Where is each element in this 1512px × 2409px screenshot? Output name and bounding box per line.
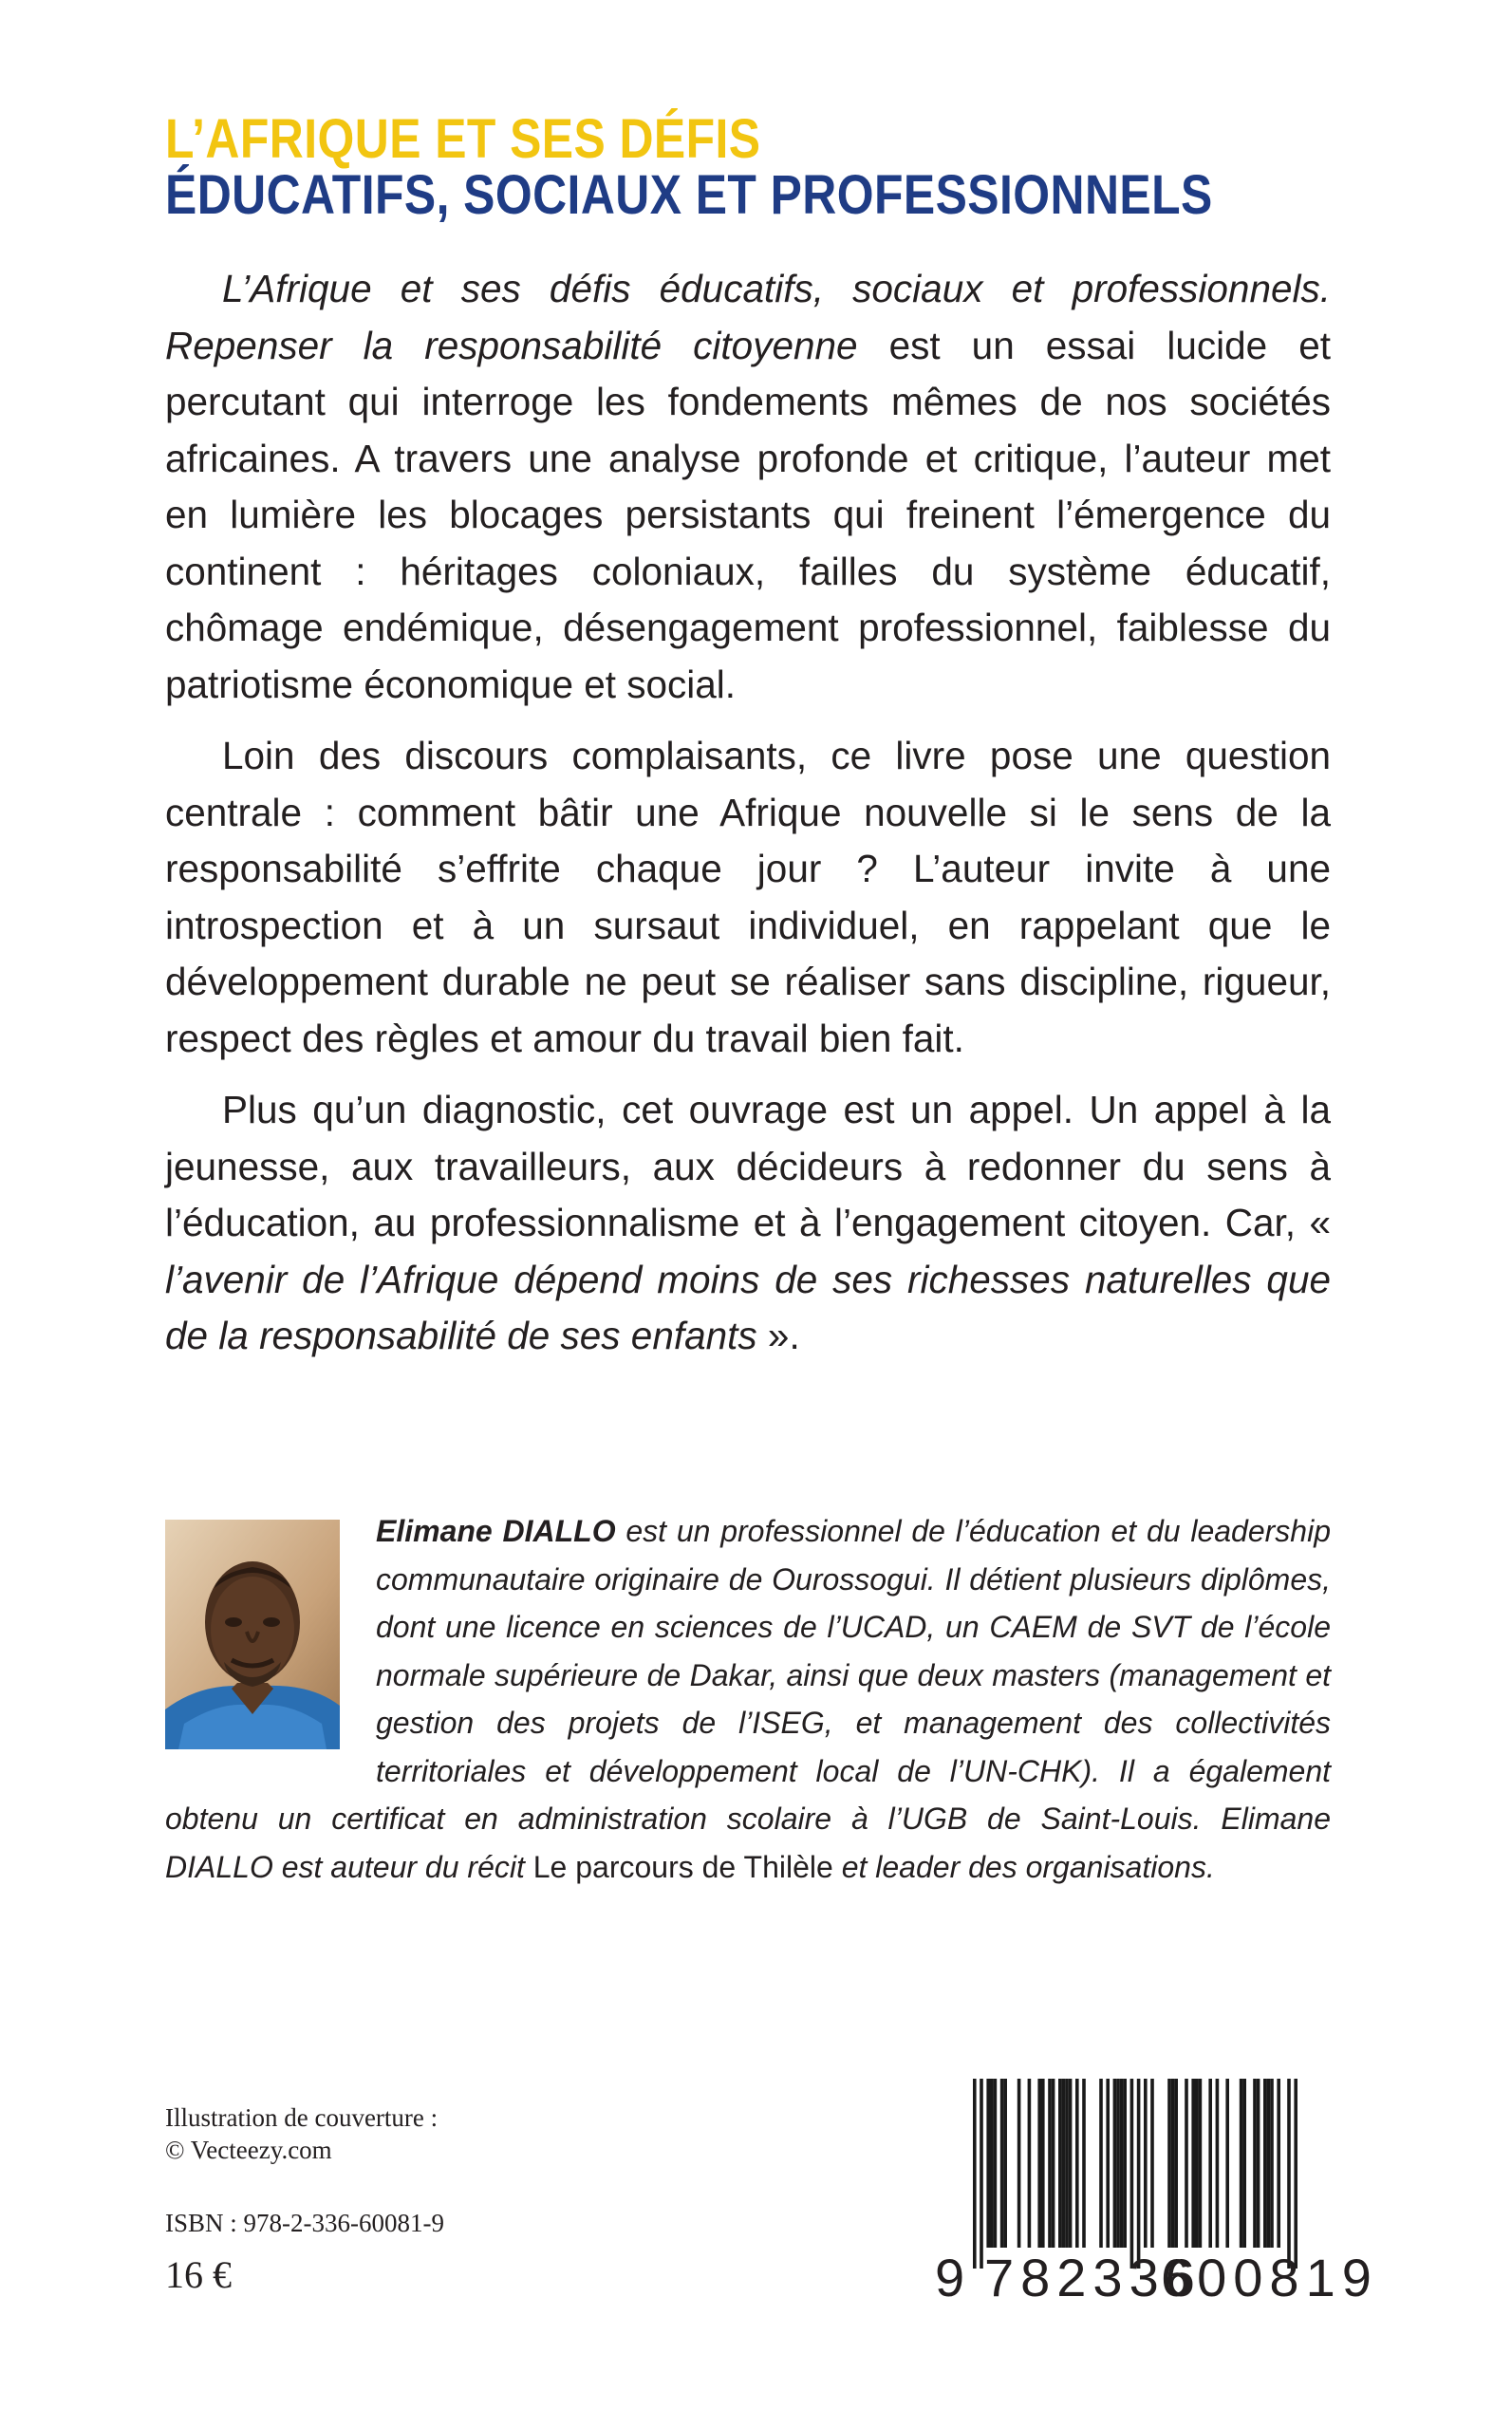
barcode-bar <box>1116 2079 1120 2248</box>
author-bio <box>165 1507 1331 1891</box>
author-bio-text: est un professionnel de l’éducation et du leadership communautaire originaire de Ourossogui. Il détient plusieurs diplômes, dont une licence en sciences de l’UCAD, un CAEM de SVT de l’école normale supérieure de Dakar, ainsi que deux masters (management et gestion des projets de l’ISEG, et management des collectivités territoriales et développement local de l’UN-CHK). Il a également obtenu un certificat en administration scolaire à l’UGB de Saint-Louis. Elimane DIALLO est auteur du récit <box>165 1514 1331 1884</box>
barcode-bar <box>1000 2079 1004 2248</box>
barcode-bar <box>1167 2079 1171 2248</box>
barcode-bar <box>1191 2079 1195 2248</box>
illustration-credit <box>165 2101 438 2166</box>
barcode-bar <box>1106 2079 1110 2248</box>
barcode-bar <box>1267 2079 1271 2248</box>
barcode-bar <box>1052 2079 1055 2248</box>
barcode-left-group: 782336 <box>984 2248 1202 2307</box>
author-bio-end: et leader des organisations. <box>832 1849 1215 1884</box>
barcode-bar <box>1123 2079 1127 2248</box>
barcode-bar <box>973 2079 977 2269</box>
title-line-2: ÉDUCATIFS, SOCIAUX ET PROFESSIONNELS <box>165 164 1213 226</box>
title-line-1: L’AFRIQUE ET SES DÉFIS <box>165 108 761 170</box>
author-book-title: Le parcours de Thilèle <box>532 1849 833 1884</box>
barcode-bar <box>1137 2079 1141 2269</box>
barcode-bar <box>1069 2079 1073 2248</box>
barcode-digits <box>935 2248 1378 2314</box>
barcode-right-group: 600819 <box>1161 2248 1378 2307</box>
barcode-bar <box>1174 2079 1178 2248</box>
barcode-bar <box>1185 2079 1188 2248</box>
barcode-bar <box>1287 2079 1291 2269</box>
summary-paragraph-3 <box>165 1082 1331 1365</box>
barcode-bar <box>1120 2079 1124 2248</box>
barcode-bar <box>1257 2079 1260 2248</box>
barcode-bar <box>1037 2079 1041 2248</box>
illustration-credit-label: Illustration de couverture : <box>165 2103 439 2132</box>
barcode-bar <box>1294 2079 1297 2269</box>
barcode-bar <box>1208 2079 1212 2248</box>
barcode-bar <box>1270 2079 1274 2248</box>
summary-paragraph-1 <box>165 261 1331 713</box>
barcode-bar <box>1150 2079 1154 2248</box>
barcode-bar <box>1028 2079 1032 2248</box>
barcode-bar <box>1062 2079 1066 2248</box>
barcode-bar <box>1065 2079 1069 2248</box>
barcode-bar <box>1130 2079 1134 2269</box>
barcode-bar <box>1216 2079 1220 2248</box>
barcode-bar <box>1171 2079 1175 2248</box>
barcode-bar <box>1144 2079 1148 2248</box>
book-title-italic: L’Afrique et ses défis éducatifs, sociaux et professionnels. Repenser la responsabilité citoyenne <box>165 267 1331 367</box>
summary-paragraph-2: Loin des discours complaisants, ce livre pose une question centrale : comment bâtir une Afrique nouvelle si le sens de la responsabilité s’effrite chaque jour ? L’auteur invite à une introspection et à un sursaut individuel, en rappelant que le développement durable ne peut se réaliser sans discipline, rigueur, respect des règles et amour du travail bien fait. <box>165 734 1331 1060</box>
barcode-bar <box>1195 2079 1199 2248</box>
author-name: Elimane DIALLO <box>376 1514 616 1548</box>
illustration-credit-source: © Vecteezy.com <box>165 2136 332 2164</box>
barcode-bar <box>1113 2079 1117 2248</box>
barcode-bar <box>1242 2079 1246 2248</box>
barcode-bar <box>1058 2079 1062 2248</box>
barcode-bar <box>990 2079 994 2248</box>
barcode-bar <box>1277 2079 1280 2248</box>
barcode-bar <box>1199 2079 1203 2248</box>
barcode-bar <box>1048 2079 1052 2248</box>
isbn-text: ISBN : 978-2-336-60081-9 <box>165 2209 444 2237</box>
summary-paragraph-3-end: ». <box>756 1314 800 1357</box>
barcode-bar <box>1240 2079 1243 2248</box>
barcode-bar <box>1041 2079 1045 2248</box>
barcode-bar <box>980 2079 983 2269</box>
quote-italic: l’avenir de l’Afrique dépend moins de ses richesses naturelles que de la responsabilité de ses enfants <box>165 1257 1331 1357</box>
barcode-bar <box>986 2079 990 2248</box>
barcode-bar <box>1099 2079 1103 2248</box>
barcode-bar <box>1017 2079 1021 2248</box>
barcode-bar <box>994 2079 998 2248</box>
barcode-first-digit: 9 <box>935 2248 965 2307</box>
barcode-bar <box>1082 2079 1086 2248</box>
price-text: 16 € <box>165 2253 232 2296</box>
barcode-bar <box>1003 2079 1007 2248</box>
summary-paragraph-1-text: est un essai lucide et percutant qui interroge les fondements mêmes de nos sociétés africaines. A travers une analyse profonde et critique, l’auteur met en lumière les blocages persistants qui freinent l’émergence du continent : héritages coloniaux, failles du système éducatif, chômage endémique, désengagement professionnel, faiblesse du patriotisme économique et social. <box>165 323 1331 706</box>
barcode-bar <box>1225 2079 1229 2248</box>
summary-paragraph-3-text: Plus qu’un diagnostic, cet ouvrage est un appel. Un appel à la jeunesse, aux travailleurs, aux décideurs à redonner du sens à l’éducation, au professionnalisme et à l’engagement citoyen. Car, « <box>165 1088 1331 1244</box>
barcode <box>935 2079 1378 2316</box>
barcode-bar <box>1075 2079 1079 2248</box>
barcode-bar <box>1253 2079 1257 2248</box>
barcode-bar <box>1263 2079 1267 2248</box>
